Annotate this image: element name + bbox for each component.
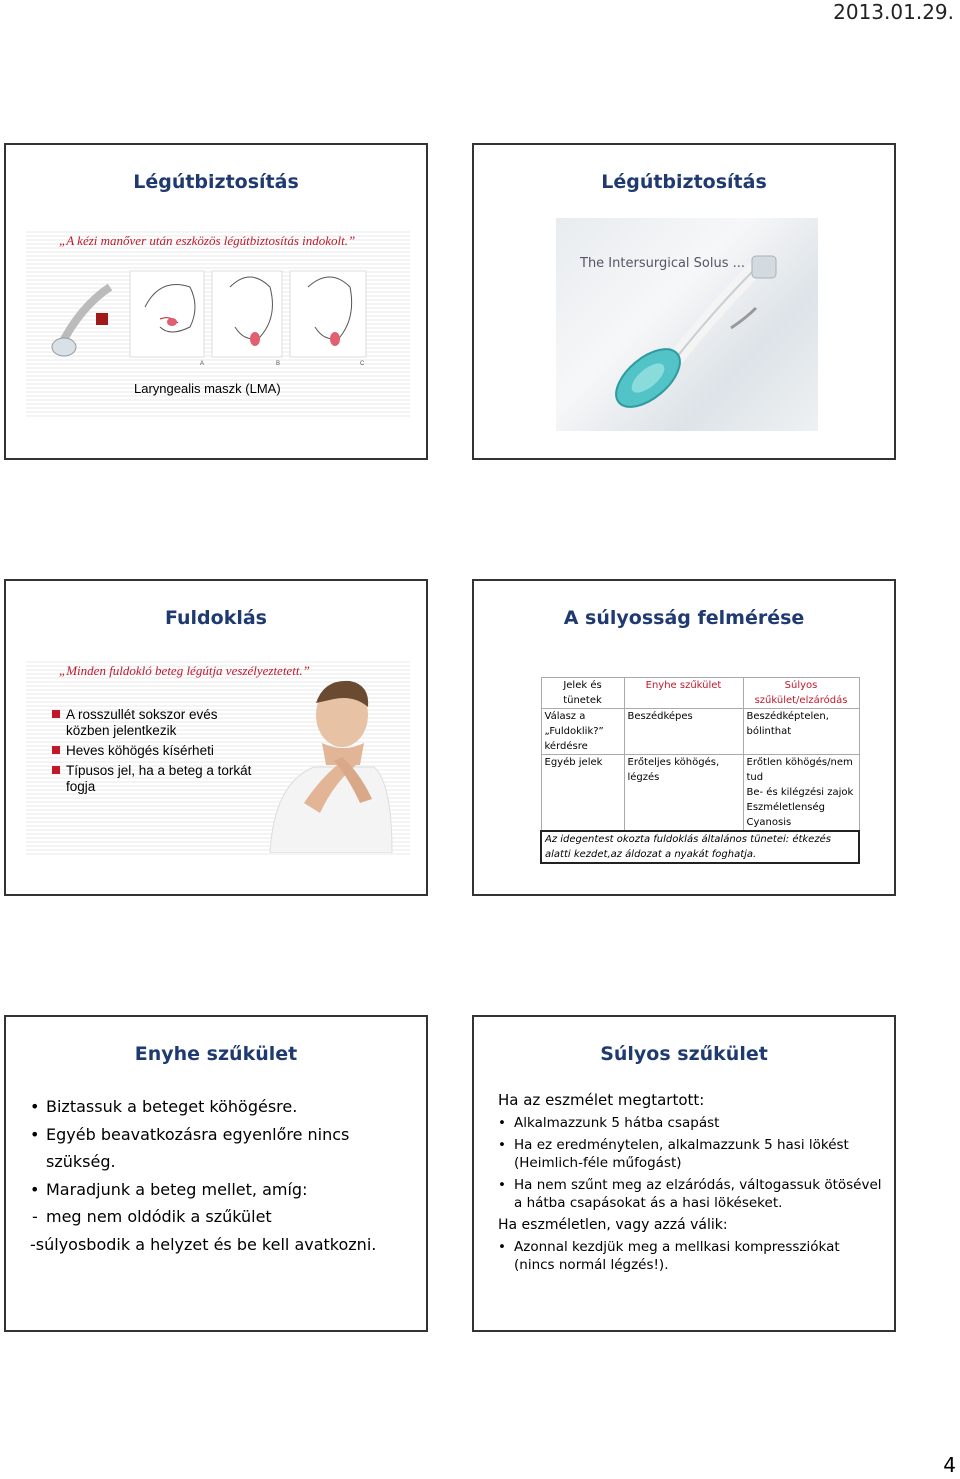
- bullet-dot-icon: •: [498, 1239, 506, 1255]
- table-note: Az idegentest okozta fuldoklás általános tünetei: étkezés alatti kezdet,az áldozat a nyakát foghatja.: [541, 831, 859, 863]
- dash-text: -súlyosbodik a helyzet és be kell avatkozni.: [30, 1234, 377, 1254]
- list-item: [498, 1238, 882, 1274]
- list-item: [498, 1114, 882, 1132]
- severe-content: [498, 1091, 882, 1274]
- figure-caption: Laryngealis maszk (LMA): [134, 381, 281, 396]
- table-note-row: [541, 831, 859, 863]
- slide-quote: „Minden fuldokló beteg légútja veszélyeztetett.”: [59, 663, 310, 678]
- table-row: [541, 755, 859, 832]
- square-bullet-icon: [52, 766, 60, 774]
- figure-letter-c: C: [360, 361, 365, 367]
- choking-bullet-list: [52, 707, 252, 795]
- lma-insertion-illustration: [50, 267, 370, 367]
- list-item: [52, 743, 252, 759]
- bullet-dot-icon: •: [30, 1097, 40, 1116]
- list-item: [52, 763, 252, 795]
- list-item: [498, 1136, 882, 1172]
- list-item: [30, 1121, 420, 1176]
- table-cell: Válasz a „Fuldoklik?” kérdésre: [541, 709, 624, 755]
- bullet-dot-icon: •: [30, 1124, 40, 1144]
- bullet-dot-icon: •: [498, 1177, 506, 1193]
- table-header-row: [541, 678, 859, 709]
- bullet-text: Alkalmazzunk 5 hátba csapást: [514, 1115, 720, 1131]
- document-date: 2013.01.29.: [833, 0, 954, 24]
- head-drawing-a: [130, 271, 204, 357]
- section-heading: Ha eszméletlen, vagy azzá válik:: [498, 1217, 728, 1233]
- severe-sign: Cyanosis: [746, 817, 792, 828]
- severe-sign: Erőtlen köhögés/nem tud: [746, 757, 853, 783]
- table-cell: Egyéb jelek: [541, 755, 624, 832]
- bullet-text: Azonnal kezdjük meg a mellkasi kompressziókat (nincs normál légzés!).: [514, 1239, 840, 1273]
- head-drawing-b: [212, 271, 282, 357]
- slide-severe-obstruction: [472, 1015, 896, 1332]
- table-cell: Erőteljes köhögés, légzés: [624, 755, 743, 832]
- slide-airway-2: [472, 143, 896, 460]
- bullet-text: Típusos jel, ha a beteg a torkát fogja: [66, 763, 252, 794]
- slide-title: Fuldoklás: [164, 607, 267, 629]
- slide-severity-assessment: [472, 579, 896, 896]
- photo-brand-text: The Intersurgical Solus ...: [580, 256, 746, 271]
- bullet-text: Heves köhögés kísérheti: [66, 743, 214, 758]
- severity-table: [540, 677, 860, 864]
- table-header-cell: Súlyos szűkület/elzáródás: [743, 678, 859, 709]
- bullet-text: Maradjunk a beteg mellet, amíg:: [46, 1179, 308, 1199]
- bullet-dot-icon: •: [30, 1179, 40, 1199]
- slide-title: Enyhe szűkület: [134, 1043, 298, 1065]
- slide-title: Légútbiztosítás: [133, 171, 299, 193]
- bullet-dot-icon: •: [498, 1115, 506, 1131]
- list-item: [498, 1176, 882, 1212]
- bullet-text: Biztassuk a beteget köhögésre.: [46, 1097, 298, 1116]
- slide-title: A súlyosság felmérése: [563, 607, 805, 629]
- table-header-cell: Enyhe szűkület: [624, 678, 743, 709]
- slide-airway-1: [4, 143, 428, 460]
- severe-sign: Be- és kilégzési zajok: [746, 787, 854, 798]
- bullet-text: Egyéb beavatkozásra egyenlőre nincs szükség.: [46, 1124, 350, 1171]
- lma-figure-panel: [26, 231, 410, 417]
- slide-mild-obstruction: [4, 1015, 428, 1332]
- square-bullet-icon: [52, 746, 60, 754]
- slide-title: Súlyos szűkület: [600, 1043, 768, 1065]
- bullet-dot-icon: •: [498, 1137, 506, 1153]
- square-bullet-icon: [52, 710, 60, 718]
- figure-letter-a: A: [200, 361, 205, 367]
- lma-connector-drawing: [96, 313, 108, 325]
- section-heading: Ha az eszmélet megtartott:: [498, 1091, 705, 1109]
- table-row: [541, 709, 859, 755]
- list-item: [30, 1093, 420, 1121]
- choking-man-illustration: [264, 673, 394, 853]
- bullet-text: A rosszullét sokszor evés közben jelentkezik: [66, 707, 218, 738]
- page-number: 4: [943, 1453, 956, 1477]
- choking-content-panel: [26, 661, 410, 857]
- head-drawing-c: [290, 271, 366, 357]
- dash-item: [30, 1203, 420, 1231]
- severe-sign: Eszméletlenség: [746, 802, 826, 813]
- bullet-text: Ha ez eredménytelen, alkalmazzunk 5 hasi lökést (Heimlich-féle műfogást): [514, 1137, 849, 1171]
- dash-item: [30, 1231, 420, 1259]
- slide-title: Légútbiztosítás: [601, 171, 767, 193]
- lma-cuff-drawing: [52, 338, 76, 356]
- figure-letter-b: B: [276, 361, 281, 367]
- dash-marker: -: [32, 1207, 38, 1226]
- lma-product-photo: [556, 218, 818, 431]
- list-item: [30, 1176, 420, 1204]
- slide-quote: „A kézi manőver után eszközös légútbiztosítás indokolt.”: [59, 233, 356, 248]
- list-item: [52, 707, 252, 739]
- mild-content: [30, 1093, 420, 1258]
- table-cell: Beszédképtelen, bólinthat: [743, 709, 859, 755]
- table-cell-severe-signs: [743, 755, 859, 832]
- table-cell: Beszédképes: [624, 709, 743, 755]
- slide-choking: [4, 579, 428, 896]
- dash-text: meg nem oldódik a szűkület: [46, 1207, 272, 1226]
- table-header-cell: Jelek és tünetek: [541, 678, 624, 709]
- bullet-text: Ha nem szűnt meg az elzáródás, váltogassuk ötösével a hátba csapásokat ás a hasi lökéseket.: [514, 1177, 882, 1211]
- lma-device-icon: [556, 218, 818, 431]
